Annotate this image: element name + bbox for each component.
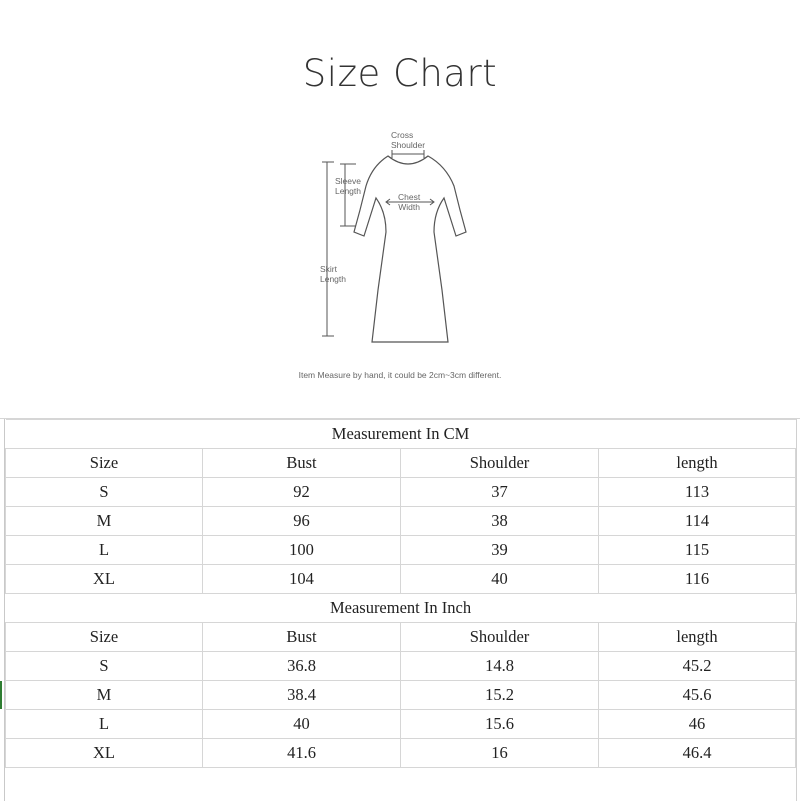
inch-section-row [6,594,796,623]
bust-cell: 38.4 [203,681,401,710]
length-cell: 114 [599,507,796,536]
bust-cell: 41.6 [203,739,401,768]
measurement-note: Item Measure by hand, it could be 2cm~3cm different. [298,370,502,380]
bust-cell: 40 [203,710,401,739]
table-row [6,536,796,565]
size-cell: XL [6,739,203,768]
bust-cell: 36.8 [203,652,401,681]
size-cell: XL [6,565,203,594]
sleeve-length-label-line2: Length [335,186,361,196]
shoulder-cell: 16 [401,739,599,768]
inch-section-title: Measurement In Inch [6,594,796,623]
length-cell: 115 [599,536,796,565]
cross-shoulder-label-line2: Shoulder [391,140,426,150]
shoulder-cell: 15.6 [401,710,599,739]
shoulder-cell: 14.8 [401,652,599,681]
bust-cell: 104 [203,565,401,594]
length-cell: 113 [599,478,796,507]
table-row [6,739,796,768]
sheet-right-border [796,419,797,801]
header-length: length [599,449,796,478]
skirt-length-label [320,264,346,284]
header-shoulder: Shoulder [401,623,599,652]
header-length: length [599,623,796,652]
cm-header-row [6,449,796,478]
table-row [6,478,796,507]
cm-section-row [6,420,796,449]
table-row [6,710,796,739]
bust-cell: 100 [203,536,401,565]
size-cell: L [6,710,203,739]
length-cell: 45.6 [599,681,796,710]
length-cell: 45.2 [599,652,796,681]
chest-width-label-line2: Width [398,202,420,212]
header-size: Size [6,449,203,478]
bust-cell: 92 [203,478,401,507]
length-cell: 46 [599,710,796,739]
cross-shoulder-label-line1: Cross [391,130,414,140]
shoulder-cell: 39 [401,536,599,565]
shoulder-cell: 38 [401,507,599,536]
shoulder-cell: 40 [401,565,599,594]
size-table [5,419,796,768]
shoulder-cell: 15.2 [401,681,599,710]
cm-section-title: Measurement In CM [6,420,796,449]
bust-cell: 96 [203,507,401,536]
header-size: Size [6,623,203,652]
size-cell: M [6,681,203,710]
header-bust: Bust [203,449,401,478]
sleeve-length-label-line1: Sleeve [335,176,361,186]
shoulder-cell: 37 [401,478,599,507]
size-spreadsheet [0,418,800,801]
dress-outline [354,156,466,342]
size-cell: L [6,536,203,565]
header-shoulder: Shoulder [401,449,599,478]
selection-marker [0,681,2,709]
skirt-length-label-line2: Length [320,274,346,284]
inch-header-row [6,623,796,652]
sleeve-length-label [335,176,361,196]
skirt-length-label-line1: Skirt [320,264,337,274]
cross-shoulder-label [391,130,425,150]
size-cell: S [6,478,203,507]
page-title: Size Chart [302,52,498,95]
size-cell: M [6,507,203,536]
dress-measurement-diagram [0,120,800,360]
length-cell: 46.4 [599,739,796,768]
chest-width-label-line1: Chest [398,192,421,202]
chest-width-label [398,192,420,212]
dress-outline-illustration [0,120,800,360]
header-bust: Bust [203,623,401,652]
table-row [6,681,796,710]
size-cell: S [6,652,203,681]
length-cell: 116 [599,565,796,594]
table-row [6,565,796,594]
table-row [6,652,796,681]
table-row [6,507,796,536]
